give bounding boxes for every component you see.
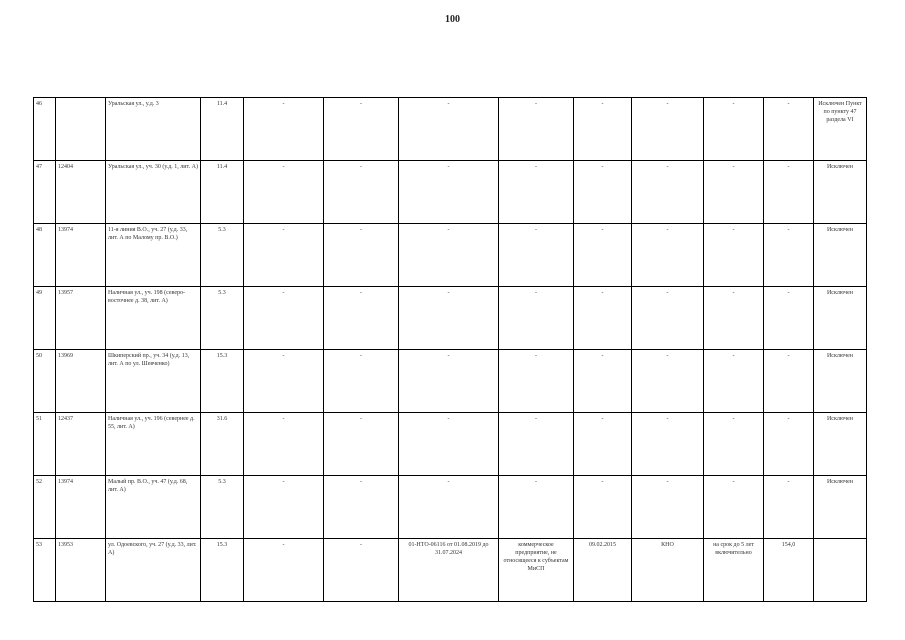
table-row	[34, 539, 867, 602]
term-cell: -	[704, 350, 764, 413]
table-row	[34, 350, 867, 413]
area-cell: 15.3	[201, 539, 244, 602]
price-cell: -	[764, 476, 814, 539]
term-cell: -	[704, 287, 764, 350]
contract-cell: -	[399, 350, 499, 413]
term-cell: -	[704, 413, 764, 476]
col6-cell: -	[324, 287, 399, 350]
type-cell: -	[632, 161, 704, 224]
address-cell: Малый пр. В.О., уч. 47 (у.д. 68, лит. А)	[106, 476, 201, 539]
subject-cell: -	[499, 161, 574, 224]
type-cell: -	[632, 350, 704, 413]
col5-cell: -	[244, 224, 324, 287]
type-cell: -	[632, 287, 704, 350]
subject-cell: -	[499, 98, 574, 161]
price-cell: -	[764, 161, 814, 224]
area-cell: 11.4	[201, 98, 244, 161]
subject-cell: -	[499, 476, 574, 539]
row-number-cell: 48	[34, 224, 56, 287]
col5-cell: -	[244, 539, 324, 602]
area-cell: 11.4	[201, 161, 244, 224]
subject-cell: -	[499, 350, 574, 413]
price-cell: -	[764, 287, 814, 350]
row-number-cell: 49	[34, 287, 56, 350]
note-cell: Исключен	[814, 161, 867, 224]
note-cell: Исключен	[814, 350, 867, 413]
object-code-cell	[56, 98, 106, 161]
type-cell: КНО	[632, 539, 704, 602]
area-cell: 31.6	[201, 413, 244, 476]
table-row	[34, 287, 867, 350]
row-number-cell: 52	[34, 476, 56, 539]
row-number-cell: 47	[34, 161, 56, 224]
type-cell: -	[632, 224, 704, 287]
address-cell: Наличная ул., уч. 198 (северо-восточнее д. 38, лит. А)	[106, 287, 201, 350]
area-cell: 15.3	[201, 350, 244, 413]
date-cell: 09.02.2015	[574, 539, 632, 602]
col6-cell: -	[324, 224, 399, 287]
type-cell: -	[632, 98, 704, 161]
contract-cell: -	[399, 413, 499, 476]
area-cell: 5.3	[201, 287, 244, 350]
address-cell: Уральская ул., уч. 30 (у.д. 1, лит. А)	[106, 161, 201, 224]
object-code-cell: 13974	[56, 476, 106, 539]
address-cell: Шкиперский пр., уч. 34 (у.д. 13, лит. А по ул. Шевченко)	[106, 350, 201, 413]
col6-cell: -	[324, 350, 399, 413]
date-cell: -	[574, 98, 632, 161]
term-cell: на срок до 5 лет включительно	[704, 539, 764, 602]
subject-cell: -	[499, 287, 574, 350]
type-cell: -	[632, 413, 704, 476]
register-table	[33, 97, 867, 602]
subject-cell: -	[499, 413, 574, 476]
term-cell: -	[704, 161, 764, 224]
price-cell: 154,0	[764, 539, 814, 602]
row-number-cell: 51	[34, 413, 56, 476]
row-number-cell: 53	[34, 539, 56, 602]
table-row	[34, 98, 867, 161]
date-cell: -	[574, 161, 632, 224]
contract-cell: -	[399, 476, 499, 539]
area-cell: 5.3	[201, 476, 244, 539]
note-cell: Исключен	[814, 287, 867, 350]
note-cell: Исключен	[814, 413, 867, 476]
term-cell: -	[704, 98, 764, 161]
address-cell: Наличная ул., уч. 196 (севернее д. 55, лит. А)	[106, 413, 201, 476]
col5-cell: -	[244, 161, 324, 224]
date-cell: -	[574, 476, 632, 539]
date-cell: -	[574, 413, 632, 476]
object-code-cell: 12437	[56, 413, 106, 476]
address-cell: Уральская ул., у.д. 3	[106, 98, 201, 161]
col5-cell: -	[244, 476, 324, 539]
object-code-cell: 13953	[56, 539, 106, 602]
price-cell: -	[764, 98, 814, 161]
object-code-cell: 13957	[56, 287, 106, 350]
table-row	[34, 161, 867, 224]
row-number-cell: 46	[34, 98, 56, 161]
table-row	[34, 413, 867, 476]
contract-cell: -	[399, 98, 499, 161]
col6-cell: -	[324, 539, 399, 602]
price-cell: -	[764, 224, 814, 287]
date-cell: -	[574, 350, 632, 413]
term-cell: -	[704, 224, 764, 287]
object-code-cell: 12404	[56, 161, 106, 224]
date-cell: -	[574, 224, 632, 287]
page-number: 100	[445, 14, 460, 25]
address-cell: 11-я линия В.О., уч. 27 (у.д. 33, лит. А по Малому пр. В.О.)	[106, 224, 201, 287]
price-cell: -	[764, 413, 814, 476]
subject-cell: коммерческое предприятие, не относящееся к субъектам МиСП	[499, 539, 574, 602]
date-cell: -	[574, 287, 632, 350]
type-cell: -	[632, 476, 704, 539]
note-cell: Исключен Пункт по пункту 47 раздела VI	[814, 98, 867, 161]
col5-cell: -	[244, 98, 324, 161]
contract-cell: -	[399, 287, 499, 350]
col5-cell: -	[244, 287, 324, 350]
note-cell	[814, 539, 867, 602]
contract-cell: -	[399, 224, 499, 287]
area-cell: 5.3	[201, 224, 244, 287]
contract-cell: 01-НТО-06116 от 01.08.2019 до 31.07.2024	[399, 539, 499, 602]
term-cell: -	[704, 476, 764, 539]
contract-cell: -	[399, 161, 499, 224]
row-number-cell: 50	[34, 350, 56, 413]
table-row	[34, 476, 867, 539]
object-code-cell: 13969	[56, 350, 106, 413]
col5-cell: -	[244, 350, 324, 413]
address-cell: ул. Одоевского, уч. 27 (у.д. 33, лит. А)	[106, 539, 201, 602]
col6-cell: -	[324, 161, 399, 224]
col6-cell: -	[324, 476, 399, 539]
col6-cell: -	[324, 413, 399, 476]
col6-cell: -	[324, 98, 399, 161]
price-cell: -	[764, 350, 814, 413]
note-cell: Исключен	[814, 476, 867, 539]
subject-cell: -	[499, 224, 574, 287]
object-code-cell: 13974	[56, 224, 106, 287]
col5-cell: -	[244, 413, 324, 476]
table-row	[34, 224, 867, 287]
note-cell: Исключен	[814, 224, 867, 287]
